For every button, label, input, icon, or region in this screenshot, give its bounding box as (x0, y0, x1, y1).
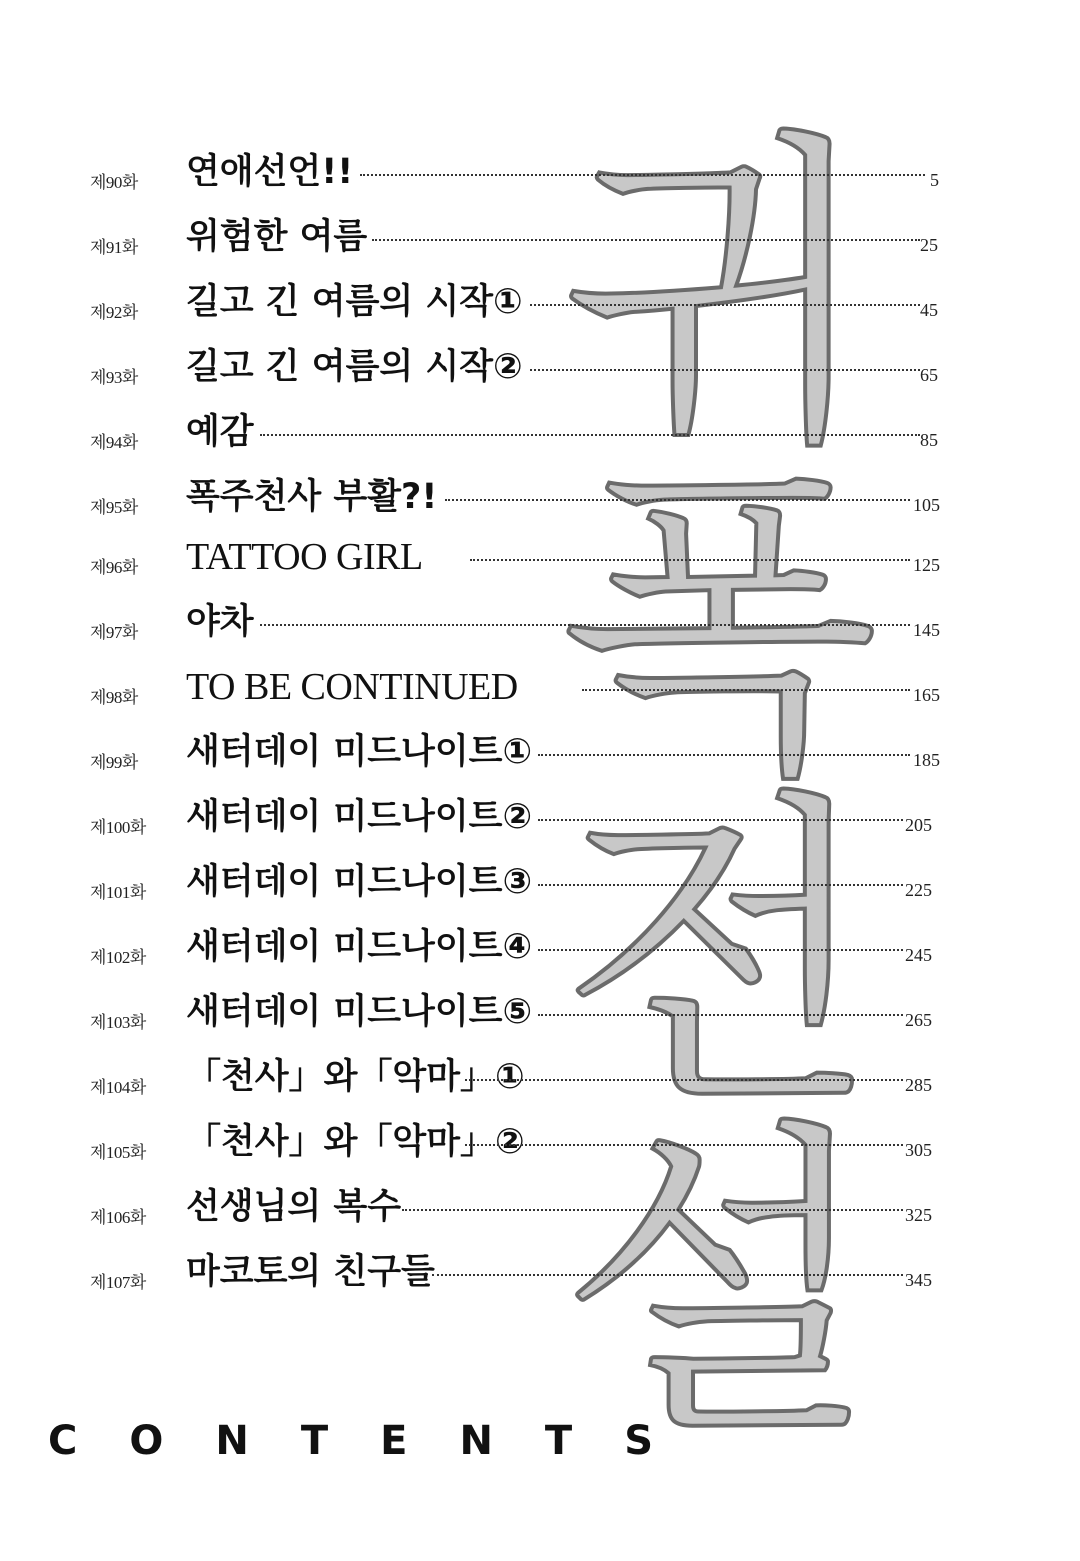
dot-leader (538, 819, 903, 821)
page-number: 65 (920, 365, 938, 385)
chapter-number: 제107화 (90, 1273, 146, 1292)
page-number: 305 (905, 1140, 932, 1160)
dot-leader (538, 1014, 903, 1016)
chapter-number: 제105화 (90, 1143, 146, 1162)
page-number: 105 (913, 495, 940, 515)
dot-leader (538, 949, 903, 951)
page-number: 145 (913, 620, 940, 640)
background-title-char: 설 (560, 1094, 879, 1478)
chapter-number: 제93화 (90, 368, 138, 387)
chapter-number: 제100화 (90, 818, 146, 837)
page-number: 165 (913, 685, 940, 705)
chapter-number: 제94화 (90, 433, 138, 452)
chapter-title: 마코토의 친구들 (186, 1252, 435, 1292)
toc-entry[interactable] (0, 1250, 1080, 1310)
chapter-title: 연애선언!! (186, 152, 354, 192)
page-number: 205 (905, 815, 932, 835)
chapter-title: TO BE CONTINUED (186, 666, 518, 708)
dot-leader (465, 1144, 903, 1146)
chapter-title: TATTOO GIRL (186, 536, 423, 578)
page-number: 245 (905, 945, 932, 965)
toc-entry[interactable] (0, 280, 1080, 340)
page-number: 345 (905, 1270, 932, 1290)
page-number: 25 (920, 235, 938, 255)
chapter-title: 새터데이 미드나이트④ (186, 927, 533, 967)
chapter-title: 새터데이 미드나이트③ (186, 862, 533, 902)
chapter-title: 폭주천사 부활?! (186, 477, 438, 517)
chapter-title: 새터데이 미드나이트① (186, 732, 533, 772)
chapter-title: 선생님의 복수 (186, 1187, 402, 1227)
toc-entry[interactable] (0, 600, 1080, 660)
dot-leader (260, 624, 910, 626)
background-title-char: 폭 (560, 434, 879, 818)
page-number: 85 (920, 430, 938, 450)
dot-leader (530, 304, 920, 306)
toc-entry[interactable] (0, 1055, 1080, 1115)
chapter-number: 제103화 (90, 1013, 146, 1032)
toc-entry[interactable] (0, 150, 1080, 210)
background-title-char: 전 (560, 764, 879, 1148)
chapter-number: 제95화 (90, 498, 138, 517)
toc-entry[interactable] (0, 860, 1080, 920)
page-number: 285 (905, 1075, 932, 1095)
page-number: 45 (920, 300, 938, 320)
chapter-title: 「천사」와「악마」② (186, 1122, 525, 1162)
chapter-number: 제99화 (90, 753, 138, 772)
dot-leader (432, 1274, 903, 1276)
toc-entry[interactable] (0, 925, 1080, 985)
page-number: 5 (930, 170, 939, 190)
chapter-number: 제104화 (90, 1078, 146, 1097)
dot-leader (470, 559, 910, 561)
toc-entry[interactable] (0, 990, 1080, 1050)
dot-leader (260, 434, 920, 436)
page-number: 125 (913, 555, 940, 575)
dot-leader (372, 239, 920, 241)
chapter-title: 야차 (186, 602, 254, 642)
dot-leader (538, 884, 903, 886)
dot-leader (360, 174, 925, 176)
toc-entry[interactable] (0, 1185, 1080, 1245)
chapter-title: 예감 (186, 412, 254, 452)
dot-leader (538, 754, 910, 756)
chapter-number: 제102화 (90, 948, 146, 967)
chapter-number: 제92화 (90, 303, 138, 322)
toc-entry[interactable] (0, 1120, 1080, 1180)
chapter-number: 제96화 (90, 558, 138, 577)
toc-entry[interactable] (0, 215, 1080, 275)
chapter-title: 새터데이 미드나이트⑤ (186, 992, 533, 1032)
contents-heading: CONTENTS (48, 1418, 706, 1464)
chapter-title: 길고 긴 여름의 시작② (186, 347, 523, 387)
dot-leader (402, 1209, 903, 1211)
dot-leader (530, 369, 920, 371)
chapter-number: 제98화 (90, 688, 138, 707)
toc-entry[interactable] (0, 345, 1080, 405)
chapter-title: 길고 긴 여름의 시작① (186, 282, 523, 322)
toc-entry[interactable] (0, 795, 1080, 855)
chapter-number: 제101화 (90, 883, 146, 902)
page-number: 225 (905, 880, 932, 900)
chapter-number: 제106화 (90, 1208, 146, 1227)
chapter-number: 제90화 (90, 173, 138, 192)
dot-leader (465, 1079, 903, 1081)
toc-entry[interactable] (0, 475, 1080, 535)
chapter-number: 제91화 (90, 238, 138, 257)
chapter-title: 새터데이 미드나이트② (186, 797, 533, 837)
chapter-title: 「천사」와「악마」① (186, 1057, 525, 1097)
page-number: 185 (913, 750, 940, 770)
page-number: 325 (905, 1205, 932, 1225)
page-number: 265 (905, 1010, 932, 1030)
dot-leader (445, 499, 910, 501)
background-title-char: 귀 (560, 104, 879, 488)
chapter-title: 위험한 여름 (186, 217, 368, 257)
toc-entry[interactable] (0, 410, 1080, 470)
toc-entry[interactable] (0, 665, 1080, 725)
dot-leader (582, 689, 910, 691)
toc-entry[interactable] (0, 535, 1080, 595)
chapter-number: 제97화 (90, 623, 138, 642)
toc-entry[interactable] (0, 730, 1080, 790)
